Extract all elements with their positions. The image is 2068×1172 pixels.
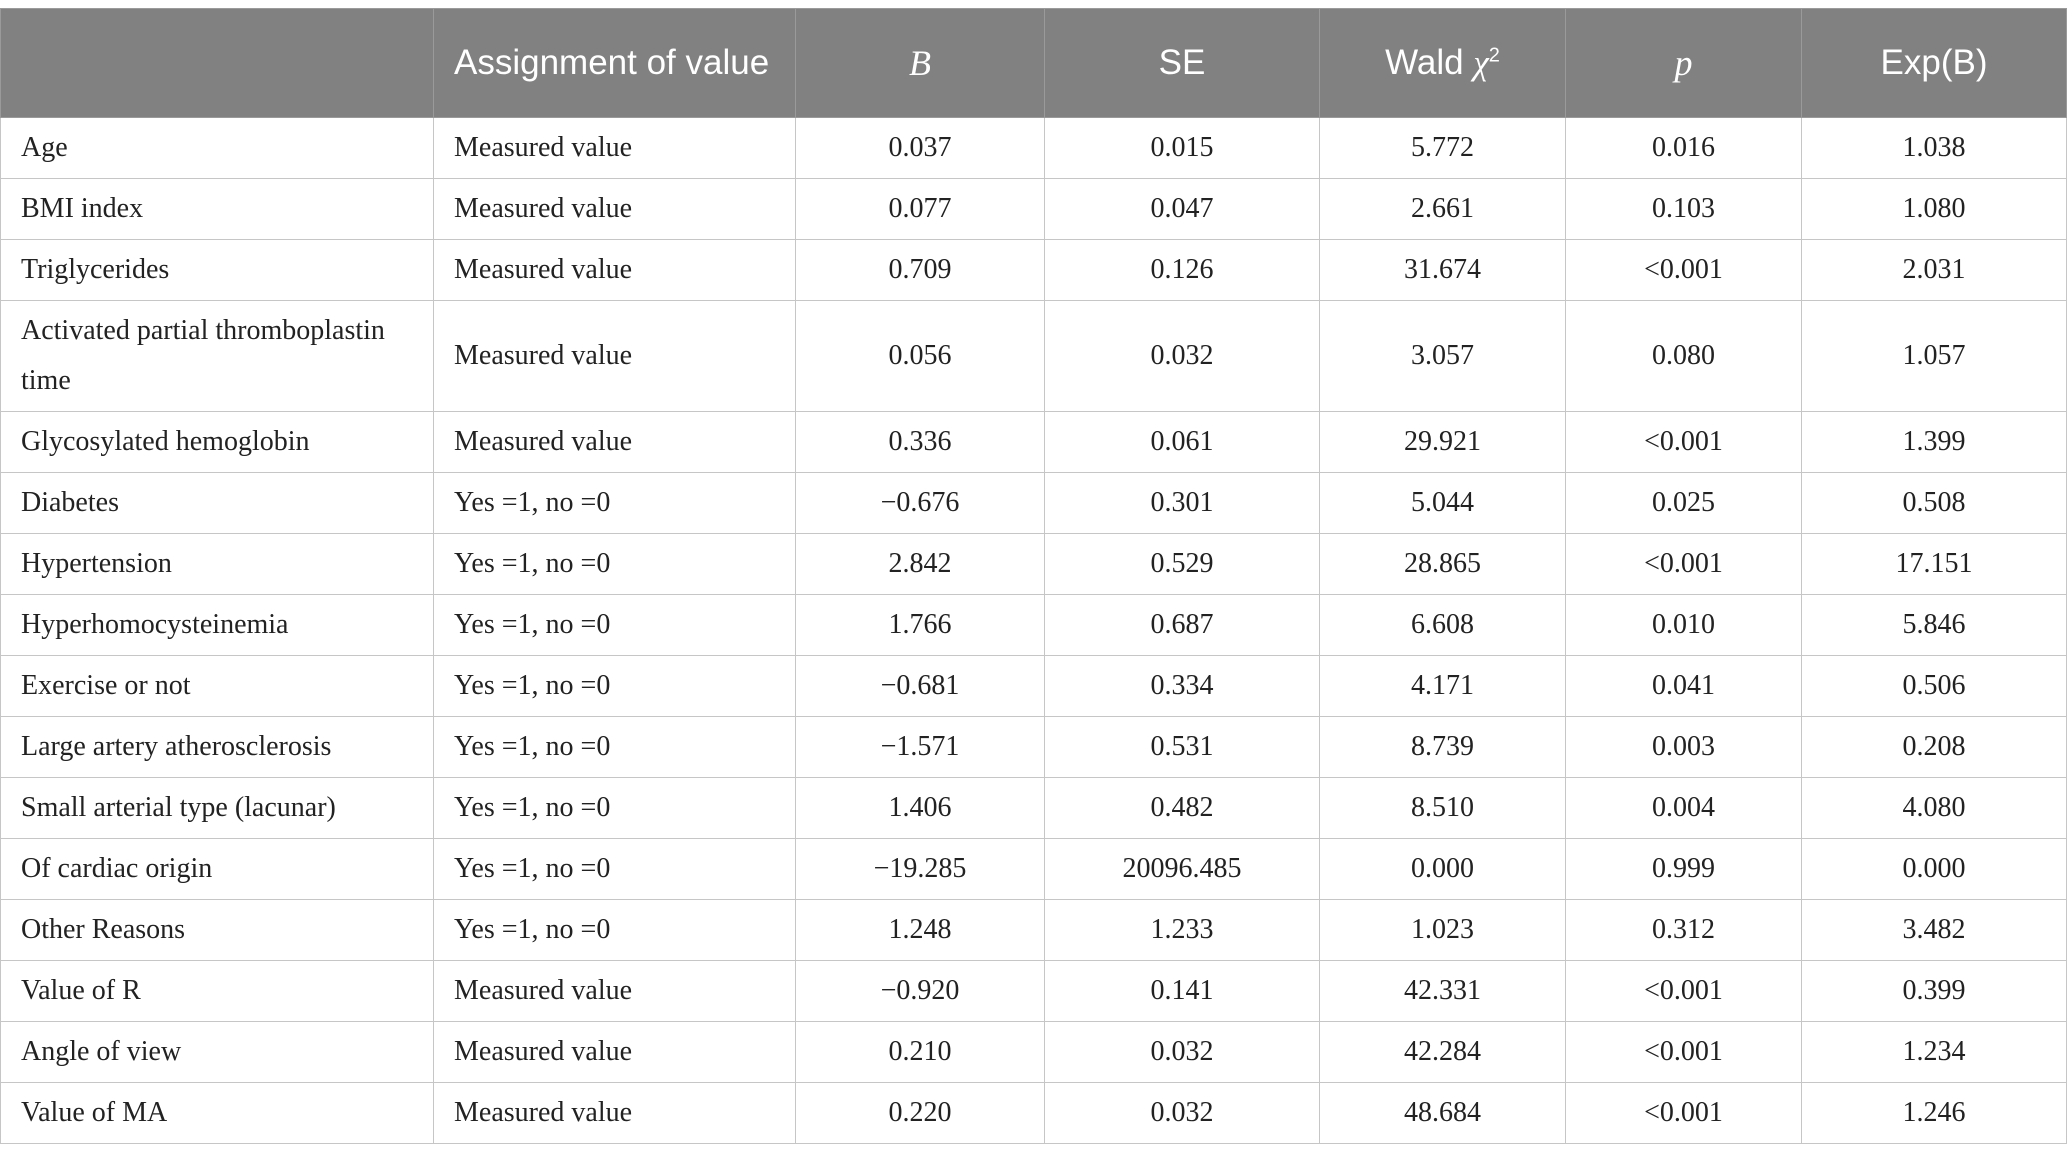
cell-variable: Hypertension [1, 534, 434, 595]
cell-b: 0.220 [796, 1083, 1045, 1144]
cell-expb: 0.506 [1802, 656, 2067, 717]
cell-expb: 1.038 [1802, 118, 2067, 179]
cell-assignment: Yes =1, no =0 [434, 839, 796, 900]
cell-p: <0.001 [1566, 240, 1802, 301]
table-row [1, 595, 2067, 656]
cell-wald: 42.284 [1320, 1022, 1566, 1083]
cell-assignment: Measured value [434, 961, 796, 1022]
cell-b: 0.056 [796, 301, 1045, 412]
cell-assignment: Yes =1, no =0 [434, 717, 796, 778]
cell-se: 0.032 [1045, 1083, 1320, 1144]
cell-p: 0.312 [1566, 900, 1802, 961]
cell-b: 1.248 [796, 900, 1045, 961]
table-row [1, 900, 2067, 961]
cell-expb: 17.151 [1802, 534, 2067, 595]
cell-variable: Of cardiac origin [1, 839, 434, 900]
cell-p: 0.016 [1566, 118, 1802, 179]
cell-wald: 48.684 [1320, 1083, 1566, 1144]
cell-expb: 1.399 [1802, 412, 2067, 473]
cell-expb: 5.846 [1802, 595, 2067, 656]
cell-p: 0.003 [1566, 717, 1802, 778]
cell-wald: 5.772 [1320, 118, 1566, 179]
cell-assignment: Yes =1, no =0 [434, 473, 796, 534]
cell-p: <0.001 [1566, 534, 1802, 595]
cell-assignment: Yes =1, no =0 [434, 900, 796, 961]
cell-variable: Large artery atherosclerosis [1, 717, 434, 778]
table-row [1, 301, 2067, 412]
cell-variable: Age [1, 118, 434, 179]
cell-p: <0.001 [1566, 961, 1802, 1022]
cell-b: 1.406 [796, 778, 1045, 839]
header-wald-sup: 2 [1488, 44, 1500, 67]
cell-se: 0.301 [1045, 473, 1320, 534]
cell-se: 0.687 [1045, 595, 1320, 656]
header-variable [1, 9, 434, 118]
header-p: p [1566, 9, 1802, 118]
cell-variable: Diabetes [1, 473, 434, 534]
header-se: SE [1045, 9, 1320, 118]
cell-b: 0.077 [796, 179, 1045, 240]
table-row [1, 412, 2067, 473]
cell-se: 0.141 [1045, 961, 1320, 1022]
cell-expb: 1.057 [1802, 301, 2067, 412]
cell-b: −0.920 [796, 961, 1045, 1022]
cell-se: 0.032 [1045, 301, 1320, 412]
cell-expb: 1.246 [1802, 1083, 2067, 1144]
cell-assignment: Yes =1, no =0 [434, 656, 796, 717]
cell-p: 0.041 [1566, 656, 1802, 717]
cell-p: <0.001 [1566, 412, 1802, 473]
cell-se: 0.015 [1045, 118, 1320, 179]
cell-expb: 2.031 [1802, 240, 2067, 301]
cell-p: 0.080 [1566, 301, 1802, 412]
cell-wald: 0.000 [1320, 839, 1566, 900]
cell-b: 0.210 [796, 1022, 1045, 1083]
cell-wald: 8.510 [1320, 778, 1566, 839]
cell-p: <0.001 [1566, 1083, 1802, 1144]
cell-expb: 0.508 [1802, 473, 2067, 534]
cell-wald: 1.023 [1320, 900, 1566, 961]
header-b: B [796, 9, 1045, 118]
cell-wald: 4.171 [1320, 656, 1566, 717]
cell-b: 0.336 [796, 412, 1045, 473]
table-row [1, 179, 2067, 240]
table-row [1, 656, 2067, 717]
cell-expb: 0.000 [1802, 839, 2067, 900]
cell-p: 0.103 [1566, 179, 1802, 240]
cell-variable: BMI index [1, 179, 434, 240]
cell-b: −0.676 [796, 473, 1045, 534]
cell-assignment: Measured value [434, 1022, 796, 1083]
cell-se: 0.482 [1045, 778, 1320, 839]
cell-assignment: Yes =1, no =0 [434, 778, 796, 839]
cell-p: 0.004 [1566, 778, 1802, 839]
header-wald-symbol: χ [1473, 43, 1489, 82]
cell-expb: 1.234 [1802, 1022, 2067, 1083]
cell-se: 0.061 [1045, 412, 1320, 473]
cell-variable: Other Reasons [1, 900, 434, 961]
cell-se: 0.032 [1045, 1022, 1320, 1083]
cell-se: 0.334 [1045, 656, 1320, 717]
header-assignment: Assignment of value [434, 9, 796, 118]
cell-variable: Angle of view [1, 1022, 434, 1083]
cell-b: −0.681 [796, 656, 1045, 717]
table-row [1, 778, 2067, 839]
cell-assignment: Measured value [434, 301, 796, 412]
header-row [1, 9, 2067, 118]
cell-p: <0.001 [1566, 1022, 1802, 1083]
header-wald-prefix: Wald [1385, 43, 1464, 82]
cell-b: 0.037 [796, 118, 1045, 179]
table-row [1, 534, 2067, 595]
table-body [1, 118, 2067, 1144]
regression-table [0, 8, 2067, 1144]
cell-variable: Glycosylated hemoglobin [1, 412, 434, 473]
cell-wald: 29.921 [1320, 412, 1566, 473]
cell-wald: 6.608 [1320, 595, 1566, 656]
cell-wald: 2.661 [1320, 179, 1566, 240]
header-wald [1320, 9, 1566, 118]
cell-assignment: Measured value [434, 1083, 796, 1144]
table-row [1, 717, 2067, 778]
cell-assignment: Measured value [434, 412, 796, 473]
cell-p: 0.010 [1566, 595, 1802, 656]
cell-expb: 0.208 [1802, 717, 2067, 778]
cell-wald: 42.331 [1320, 961, 1566, 1022]
cell-wald: 31.674 [1320, 240, 1566, 301]
cell-assignment: Yes =1, no =0 [434, 595, 796, 656]
cell-variable: Activated partial thromboplastin time [1, 301, 434, 412]
cell-b: 1.766 [796, 595, 1045, 656]
cell-expb: 4.080 [1802, 778, 2067, 839]
cell-expb: 1.080 [1802, 179, 2067, 240]
table-row [1, 118, 2067, 179]
cell-wald: 5.044 [1320, 473, 1566, 534]
table-row [1, 240, 2067, 301]
table-row [1, 1022, 2067, 1083]
cell-b: −19.285 [796, 839, 1045, 900]
table-row [1, 473, 2067, 534]
cell-p: 0.999 [1566, 839, 1802, 900]
cell-assignment: Measured value [434, 240, 796, 301]
cell-variable: Small arterial type (lacunar) [1, 778, 434, 839]
cell-b: 2.842 [796, 534, 1045, 595]
header-expb: Exp(B) [1802, 9, 2067, 118]
cell-wald: 28.865 [1320, 534, 1566, 595]
cell-variable: Exercise or not [1, 656, 434, 717]
table-row [1, 1083, 2067, 1144]
cell-variable: Value of R [1, 961, 434, 1022]
cell-se: 0.047 [1045, 179, 1320, 240]
cell-se: 1.233 [1045, 900, 1320, 961]
cell-b: −1.571 [796, 717, 1045, 778]
cell-wald: 3.057 [1320, 301, 1566, 412]
cell-variable: Value of MA [1, 1083, 434, 1144]
table-row [1, 961, 2067, 1022]
cell-expb: 0.399 [1802, 961, 2067, 1022]
cell-se: 0.531 [1045, 717, 1320, 778]
cell-assignment: Measured value [434, 118, 796, 179]
cell-p: 0.025 [1566, 473, 1802, 534]
table-row [1, 839, 2067, 900]
cell-variable: Triglycerides [1, 240, 434, 301]
cell-assignment: Measured value [434, 179, 796, 240]
cell-assignment: Yes =1, no =0 [434, 534, 796, 595]
cell-se: 20096.485 [1045, 839, 1320, 900]
cell-se: 0.529 [1045, 534, 1320, 595]
cell-variable: Hyperhomocysteinemia [1, 595, 434, 656]
cell-b: 0.709 [796, 240, 1045, 301]
cell-expb: 3.482 [1802, 900, 2067, 961]
cell-wald: 8.739 [1320, 717, 1566, 778]
cell-se: 0.126 [1045, 240, 1320, 301]
